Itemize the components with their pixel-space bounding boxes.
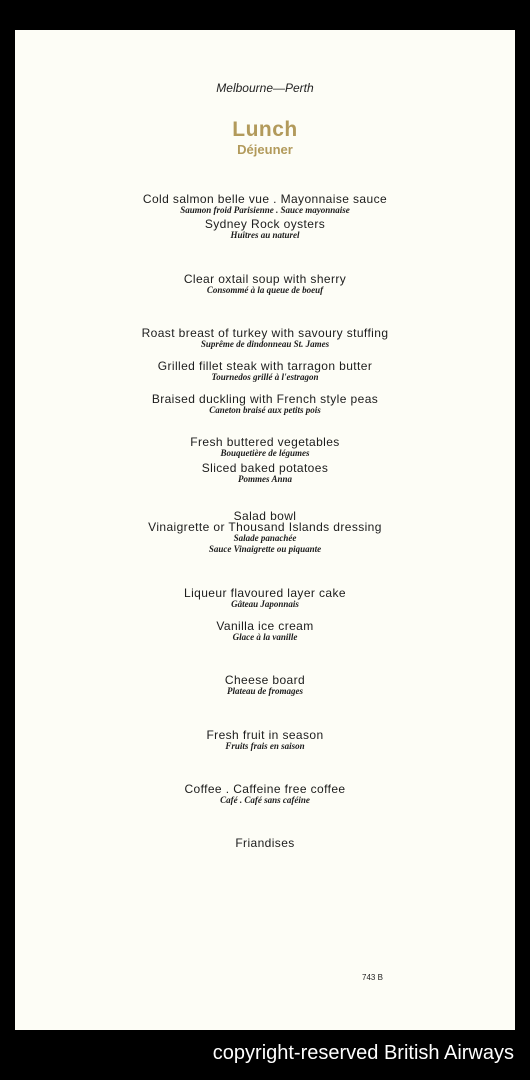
menu-item: Liqueur flavoured layer cake (184, 586, 346, 600)
menu-item: Salad bowl (233, 509, 297, 523)
menu-item: Sliced baked potatoes (201, 461, 329, 475)
menu-item: Coffee . Caffeine free coffee (184, 782, 346, 796)
menu-item: Fresh fruit in season (206, 728, 324, 742)
menu-item-french: Salade panachée (233, 533, 297, 543)
menu-item-french: Bouquetière de légumes (220, 448, 310, 458)
menu-code: 743 B (362, 973, 383, 982)
menu-item: Braised duckling with French style peas (151, 392, 379, 406)
menu-item-french: Plateau de fromages (227, 686, 303, 696)
menu-item-french: Caneton braisé aux petits pois (209, 405, 321, 415)
meal-title: Lunch (232, 118, 298, 141)
menu-item-french: Suprême de dindonneau St. James (200, 339, 330, 349)
route-heading: Melbourne—Perth (216, 81, 314, 95)
menu-item: Roast breast of turkey with savoury stuffing (141, 326, 389, 340)
menu-item-french: Tournedos grillé à l'estragon (211, 372, 319, 382)
menu-item-french: Glace à la vanille (232, 632, 298, 642)
menu-item: Vanilla ice cream (216, 619, 314, 633)
menu-item-french: Fruits frais en saison (225, 741, 305, 751)
meal-title-french: Déjeuner (237, 142, 293, 157)
menu-item: Clear oxtail soup with sherry (183, 272, 347, 286)
menu-item-french: Saumon froid Parisienne . Sauce mayonnaise (180, 205, 350, 215)
menu-item: Sydney Rock oysters (204, 217, 326, 231)
menu-item-french: Huîtres au naturel (230, 230, 300, 240)
menu-item: Friandises (235, 836, 295, 850)
menu-item-french: Sauce Vinaigrette ou piquante (208, 544, 322, 554)
menu-item: Cheese board (224, 673, 306, 687)
menu-item: Cold salmon belle vue . Mayonnaise sauce (142, 192, 388, 206)
menu-item-french: Café . Café sans caféine (220, 795, 310, 805)
menu-item-dressing: Vinaigrette or Thousand Islands dressing (148, 520, 382, 534)
menu-item: Grilled fillet steak with tarragon butter (157, 359, 373, 373)
menu-item-french: Pommes Anna (238, 474, 292, 484)
menu-item-french: Consommé à la queue de boeuf (206, 285, 324, 295)
menu-item: Fresh buttered vegetables (190, 435, 340, 449)
menu-item-french: Gâteau Japonnais (231, 599, 299, 609)
copyright-caption: copyright-reserved British Airways (212, 1042, 514, 1064)
menu-card (15, 30, 515, 1030)
